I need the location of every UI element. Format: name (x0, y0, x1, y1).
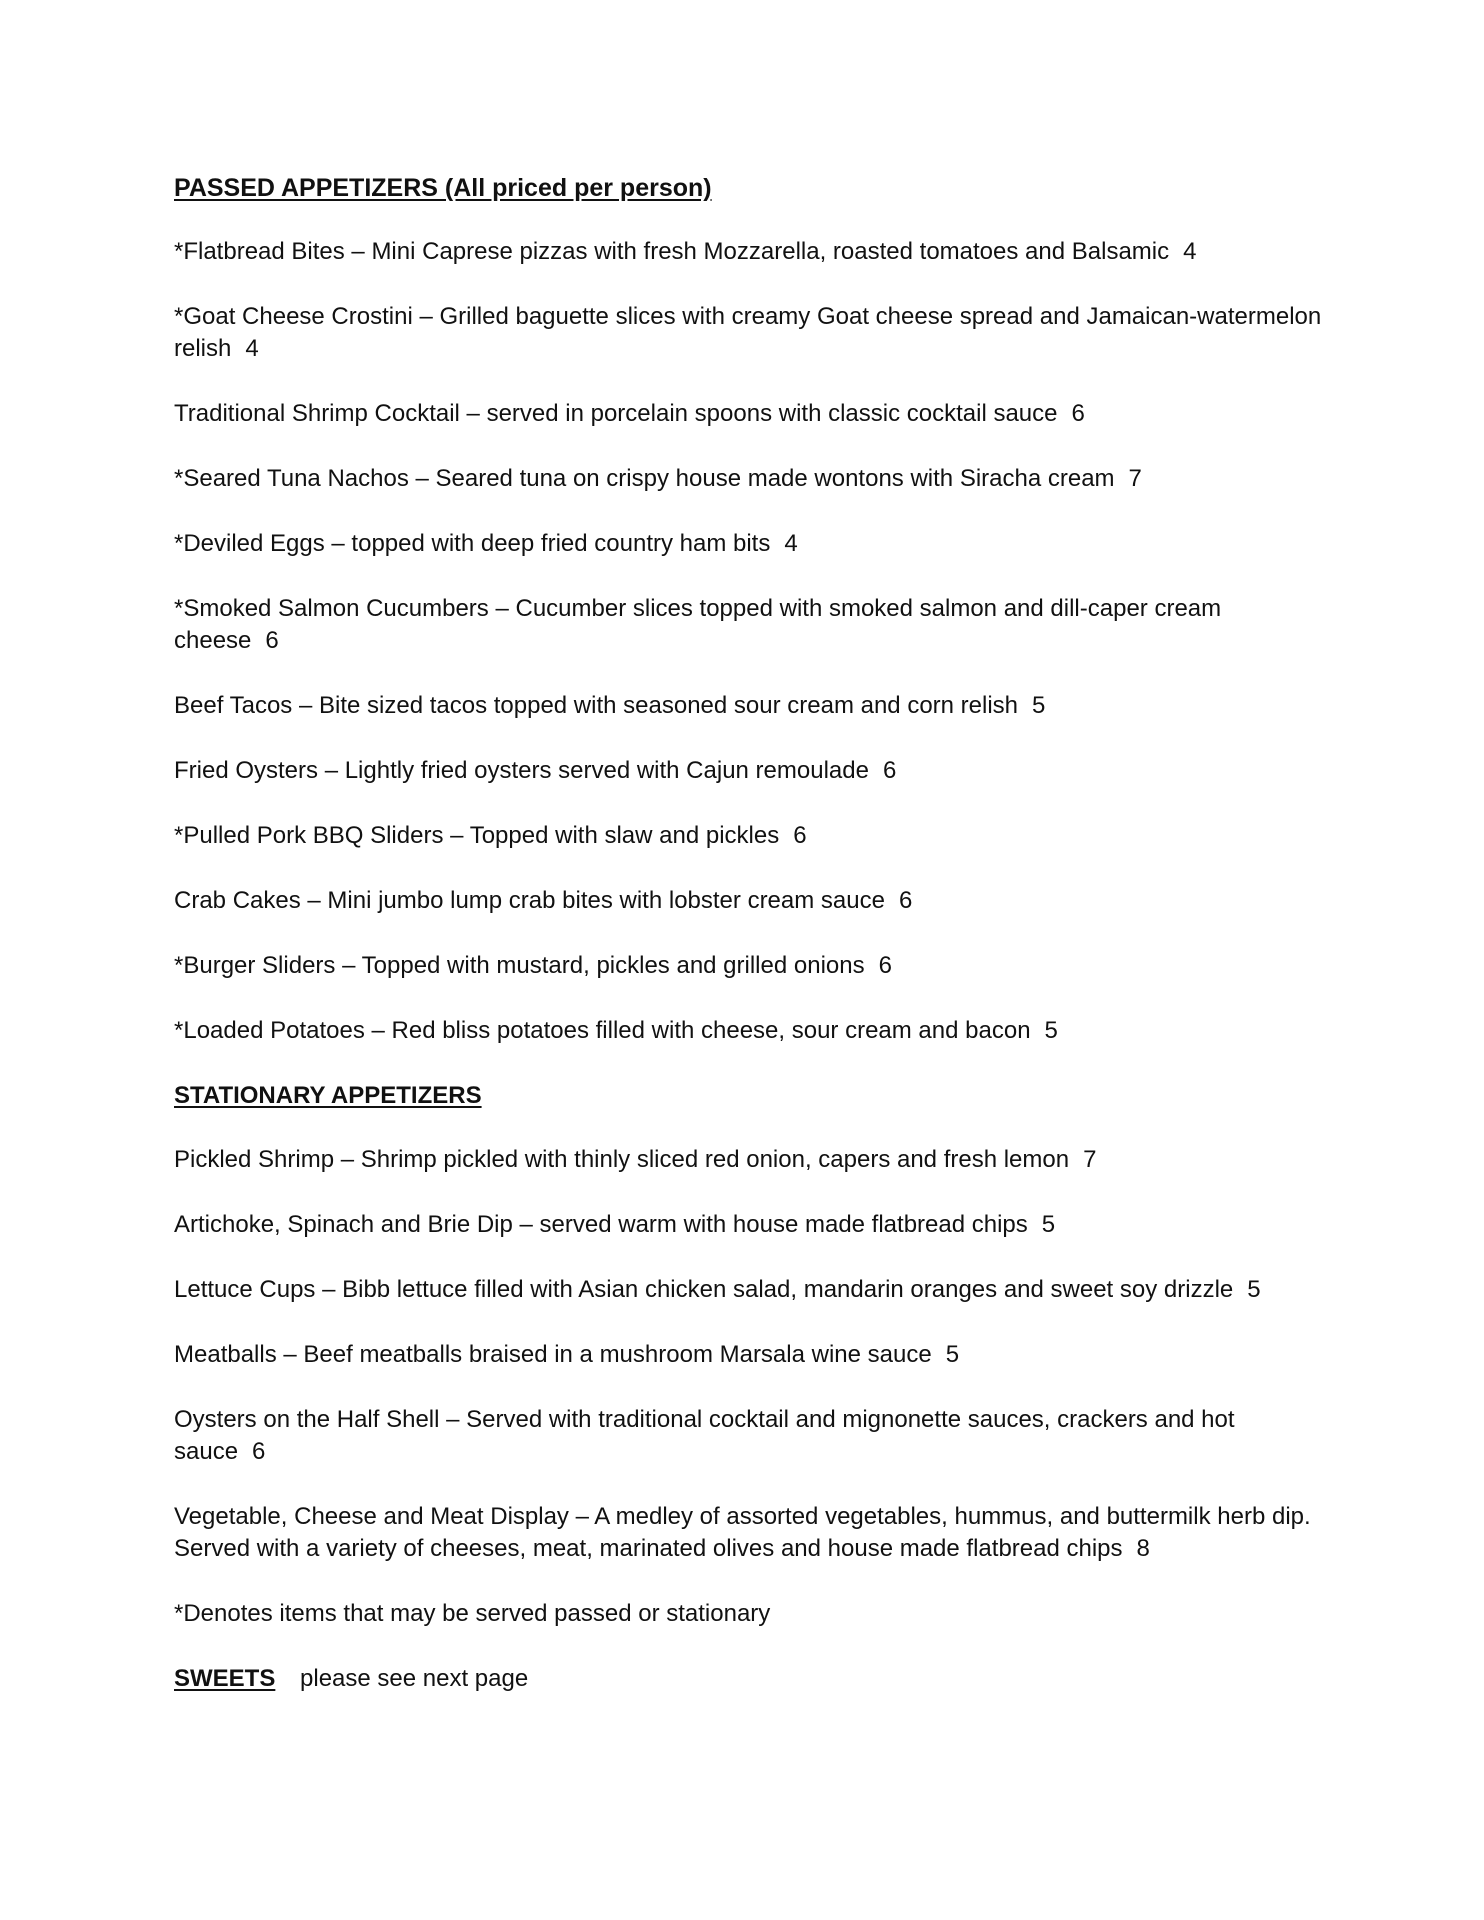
menu-item (174, 1501, 1324, 1565)
menu-item-price: 4 (245, 335, 259, 362)
sweets-label: SWEETS (174, 1665, 276, 1692)
menu-item-description: *Seared Tuna Nachos – Seared tuna on crispy house made wontons with Siracha cream (174, 465, 1115, 492)
menu-item-price: 5 (1044, 1017, 1058, 1044)
menu-item (174, 820, 1324, 852)
menu-item (174, 1404, 1324, 1468)
menu-item-price: 4 (784, 530, 798, 557)
menu-item-price: 6 (882, 757, 897, 784)
menu-item-price: 6 (252, 1438, 266, 1465)
menu-item (174, 1209, 1324, 1241)
sweets-text: please see next page (300, 1665, 529, 1692)
menu-item-description: Traditional Shrimp Cocktail – served in porcelain spoons with classic cocktail sauce (174, 400, 1058, 427)
menu-item-price: 5 (1032, 692, 1046, 719)
passed-appetizers-heading: PASSED APPETIZERS (All priced per person) (174, 174, 712, 202)
menu-item (174, 1144, 1324, 1176)
menu-item (174, 236, 1324, 268)
sweets-line (174, 1663, 1324, 1695)
menu-item-description: *Smoked Salmon Cucumbers – Cucumber slices topped with smoked salmon and dill-caper cream cheese (174, 595, 1222, 654)
menu-item-price: 6 (793, 822, 807, 849)
menu-item-price: 5 (1041, 1211, 1056, 1238)
menu-item-description: Crab Cakes – Mini jumbo lump crab bites with lobster cream sauce (174, 887, 885, 914)
menu-item-description: *Goat Cheese Crostini – Grilled baguette slices with creamy Goat cheese spread and Jamaican-watermelon relish (174, 303, 1322, 362)
menu-item (174, 528, 1324, 560)
menu-item-price: 6 (898, 887, 913, 914)
menu-item-description: Vegetable, Cheese and Meat Display – A medley of assorted vegetables, hummus, and buttermilk herb dip. Served with a variety of cheeses, meat, marinated olives and house made flatbread chips (174, 1503, 1311, 1562)
menu-item-price: 5 (1247, 1276, 1261, 1303)
menu-item-price: 5 (945, 1341, 960, 1368)
menu-page (174, 172, 1324, 1695)
menu-item-description: Beef Tacos – Bite sized tacos topped with seasoned sour cream and corn relish (174, 692, 1019, 719)
menu-item-price: 7 (1083, 1146, 1097, 1173)
menu-item-price: 6 (1071, 400, 1085, 427)
menu-item (174, 1274, 1324, 1306)
menu-item-price: 4 (1183, 238, 1197, 265)
menu-item-description: Lettuce Cups – Bibb lettuce filled with Asian chicken salad, mandarin oranges and sweet soy drizzle (174, 1276, 1234, 1303)
menu-item-description: *Pulled Pork BBQ Sliders – Topped with slaw and pickles (174, 822, 780, 849)
menu-item (174, 690, 1324, 722)
menu-item-price: 6 (878, 952, 892, 979)
menu-item (174, 885, 1324, 917)
menu-item (174, 1339, 1324, 1371)
menu-item-description: *Flatbread Bites – Mini Caprese pizzas with fresh Mozzarella, roasted tomatoes and Balsamic (174, 238, 1170, 265)
stationary-appetizers-list (174, 1144, 1324, 1565)
stationary-appetizers-heading: STATIONARY APPETIZERS (174, 1082, 482, 1109)
menu-item-price: 7 (1128, 465, 1142, 492)
menu-item-description: *Burger Sliders – Topped with mustard, pickles and grilled onions (174, 952, 865, 979)
menu-item (174, 1015, 1324, 1047)
menu-item (174, 755, 1324, 787)
footnote: *Denotes items that may be served passed or stationary (174, 1600, 771, 1627)
passed-appetizers-list (174, 236, 1324, 1047)
menu-item-description: *Deviled Eggs – topped with deep fried country ham bits (174, 530, 771, 557)
menu-item (174, 398, 1324, 430)
menu-item (174, 463, 1324, 495)
menu-item-description: Oysters on the Half Shell – Served with traditional cocktail and mignonette sauces, crackers and hot sauce (174, 1406, 1235, 1465)
menu-item-description: Meatballs – Beef meatballs braised in a mushroom Marsala wine sauce (174, 1341, 932, 1368)
menu-item-description: Pickled Shrimp – Shrimp pickled with thinly sliced red onion, capers and fresh lemon (174, 1146, 1070, 1173)
menu-item-description: *Loaded Potatoes – Red bliss potatoes filled with cheese, sour cream and bacon (174, 1017, 1031, 1044)
menu-item (174, 593, 1324, 657)
menu-item (174, 950, 1324, 982)
menu-item-price: 6 (265, 627, 279, 654)
menu-item-description: Fried Oysters – Lightly fried oysters served with Cajun remoulade (174, 757, 869, 784)
menu-item-price: 8 (1136, 1535, 1150, 1562)
menu-item (174, 301, 1324, 365)
menu-item-description: Artichoke, Spinach and Brie Dip – served warm with house made flatbread chips (174, 1211, 1028, 1238)
